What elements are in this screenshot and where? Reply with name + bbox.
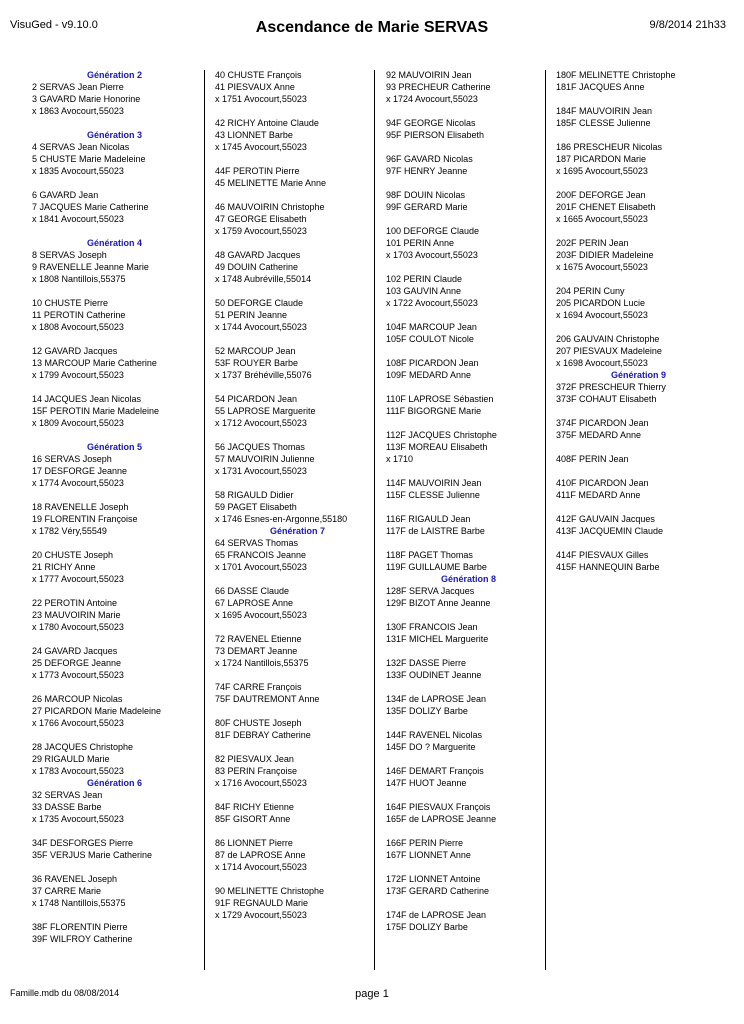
- ancestor-line: 28 JACQUES Christophe: [32, 742, 134, 752]
- spacer: [32, 861, 197, 873]
- ancestor-line: 172F LIONNET Antoine: [386, 874, 481, 884]
- spacer: [32, 429, 197, 441]
- ancestor-line: 64 SERVAS Thomas: [215, 538, 299, 548]
- spacer: [386, 825, 551, 837]
- spacer: [386, 417, 551, 429]
- spacer: [215, 741, 380, 753]
- ancestor-line: 147F HUOT Jeanne: [386, 778, 467, 788]
- spacer: [32, 225, 197, 237]
- ancestor-line: 109F MEDARD Anne: [386, 370, 472, 380]
- ancestor-line: x 1729 Avocourt,55023: [215, 910, 307, 920]
- ancestor-line: 95F PIERSON Elisabeth: [386, 130, 485, 140]
- ancestor-line: 92 MAUVOIRIN Jean: [386, 70, 472, 80]
- ancestor-line: 8 SERVAS Joseph: [32, 250, 107, 260]
- ancestor-line: 408F PERIN Jean: [556, 454, 629, 464]
- ancestor-line: x 1799 Avocourt,55023: [32, 370, 124, 380]
- ancestor-line: 205 PICARDON Lucie: [556, 298, 646, 308]
- ancestor-line: 104F MARCOUP Jean: [386, 322, 477, 332]
- spacer: [215, 825, 380, 837]
- spacer: [386, 609, 551, 621]
- spacer: [32, 333, 197, 345]
- ancestor-line: 110F LAPROSE Sébastien: [386, 394, 494, 404]
- ancestor-line: 372F PRESCHEUR Thierry: [556, 382, 666, 392]
- ancestor-line: 112F JACQUES Christophe: [386, 430, 497, 440]
- spacer: [32, 585, 197, 597]
- ancestor-line: x 1712 Avocourt,55023: [215, 418, 307, 428]
- ancestor-line: 113F MOREAU Elisabeth: [386, 442, 488, 452]
- spacer: [556, 273, 721, 285]
- ancestor-line: 12 GAVARD Jacques: [32, 346, 118, 356]
- spacer: [556, 225, 721, 237]
- ancestor-line: 116F RIGAULD Jean: [386, 514, 471, 524]
- spacer: [32, 633, 197, 645]
- spacer: [556, 129, 721, 141]
- ancestor-line: 25 DEFORGE Jeanne: [32, 658, 122, 668]
- ancestor-line: 414F PIESVAUX Gilles: [556, 550, 649, 560]
- ancestor-line: 204 PERIN Cuny: [556, 286, 625, 296]
- ancestor-line: 101 PERIN Anne: [386, 238, 455, 248]
- ancestor-line: 41 PIESVAUX Anne: [215, 82, 295, 92]
- generation-heading: Génération 2: [86, 70, 142, 80]
- ancestor-line: 374F PICARDON Jean: [556, 418, 649, 428]
- ancestor-line: 38F FLORENTIN Pierre: [32, 922, 128, 932]
- ancestor-line: 20 CHUSTE Joseph: [32, 550, 114, 560]
- ancestor-line: 164F PIESVAUX François: [386, 802, 491, 812]
- ancestor-line: x 1698 Avocourt,55023: [556, 358, 648, 368]
- generation-heading: Génération 6: [86, 778, 142, 788]
- spacer: [386, 753, 551, 765]
- ancestor-line: 54 PICARDON Jean: [215, 394, 298, 404]
- ancestor-line: 34F DESFORGES Pierre: [32, 838, 134, 848]
- ancestor-line: 17 DESFORGE Jeanne: [32, 466, 128, 476]
- print-datetime: 9/8/2014 21h33: [649, 19, 726, 31]
- ancestor-line: 82 PIESVAUX Jean: [215, 754, 294, 764]
- spacer: [215, 873, 380, 885]
- ancestor-line: 91F REGNAULD Marie: [215, 898, 309, 908]
- ancestor-line: 167F LIONNET Anne: [386, 850, 471, 860]
- source-file: Famille.mdb du 08/08/2014: [10, 988, 120, 998]
- ancestor-line: 108F PICARDON Jean: [386, 358, 479, 368]
- ancestor-line: x 1748 Nantillois,55375: [32, 898, 126, 908]
- ancestor-line: x 1724 Nantillois,55375: [215, 658, 309, 668]
- ancestor-line: 111F BIGORGNE Marie: [386, 406, 482, 416]
- spacer: [215, 105, 380, 117]
- ancestor-line: x 1809 Avocourt,55023: [32, 418, 124, 428]
- spacer: [215, 705, 380, 717]
- ancestor-line: 181F JACQUES Anne: [556, 82, 645, 92]
- ancestor-line: x 1759 Avocourt,55023: [215, 226, 307, 236]
- page-number: page 1: [355, 988, 389, 1000]
- spacer: [556, 405, 721, 417]
- page-title: Ascendance de Marie SERVAS: [255, 19, 489, 36]
- ancestor-line: 166F PERIN Pierre: [386, 838, 464, 848]
- spacer: [386, 345, 551, 357]
- ancestor-line: 27 PICARDON Marie Madeleine: [32, 706, 162, 716]
- ancestor-line: 43 LIONNET Barbe: [215, 130, 293, 140]
- ancestor-line: 9 RAVENELLE Jeanne Marie: [32, 262, 149, 272]
- ancestor-line: 37 CARRE Marie: [32, 886, 102, 896]
- ancestor-line: 103 GAUVIN Anne: [386, 286, 462, 296]
- ancestor-line: 14 JACQUES Jean Nicolas: [32, 394, 142, 404]
- spacer: [556, 465, 721, 477]
- ancestor-line: 58 RIGAULD Didier: [215, 490, 294, 500]
- ancestor-line: 185F CLESSE Julienne: [556, 118, 651, 128]
- spacer: [32, 285, 197, 297]
- ancestor-line: 10 CHUSTE Pierre: [32, 298, 109, 308]
- ancestor-line: x 1665 Avocourt,55023: [556, 214, 648, 224]
- spacer: [386, 177, 551, 189]
- spacer: [215, 429, 380, 441]
- ancestor-line: 36 RAVENEL Joseph: [32, 874, 118, 884]
- ancestor-line: 114F MAUVOIRIN Jean: [386, 478, 482, 488]
- ancestor-line: 73 DEMART Jeanne: [215, 646, 298, 656]
- generation-heading: Génération 8: [440, 574, 496, 584]
- ancestor-line: 130F FRANCOIS Jean: [386, 622, 478, 632]
- ancestor-line: x 1782 Véry,55549: [32, 526, 107, 536]
- ancestor-line: 5 CHUSTE Marie Madeleine: [32, 154, 146, 164]
- ancestor-line: 102 PERIN Claude: [386, 274, 463, 284]
- ancestor-line: 7 JACQUES Marie Catherine: [32, 202, 149, 212]
- spacer: [556, 321, 721, 333]
- ancestor-line: 55 LAPROSE Marguerite: [215, 406, 316, 416]
- ancestor-line: 47 GEORGE Elisabeth: [215, 214, 307, 224]
- column-1: [32, 69, 197, 945]
- ancestor-line: 18 RAVENELLE Joseph: [32, 502, 129, 512]
- ancestor-line: x 1731 Avocourt,55023: [215, 466, 307, 476]
- ancestor-line: 375F MEDARD Anne: [556, 430, 642, 440]
- ancestor-line: 50 DEFORGE Claude: [215, 298, 304, 308]
- ancestor-line: 26 MARCOUP Nicolas: [32, 694, 123, 704]
- ancestor-line: 15F PEROTIN Marie Madeleine: [32, 406, 160, 416]
- ancestor-line: 75F DAUTREMONT Anne: [215, 694, 320, 704]
- generation-heading: Génération 3: [86, 130, 142, 140]
- ancestor-line: 201F CHENET Elisabeth: [556, 202, 656, 212]
- ancestor-line: 66 DASSE Claude: [215, 586, 290, 596]
- ancestor-line: 173F GERARD Catherine: [386, 886, 490, 896]
- ancestor-line: 100 DEFORGE Claude: [386, 226, 480, 236]
- ancestor-line: x 1835 Avocourt,55023: [32, 166, 124, 176]
- ancestor-line: x 1808 Avocourt,55023: [32, 322, 124, 332]
- ancestor-line: 59 PAGET Elisabeth: [215, 502, 297, 512]
- spacer: [556, 93, 721, 105]
- spacer: [386, 717, 551, 729]
- ancestor-line: 184F MAUVOIRIN Jean: [556, 106, 653, 116]
- ancestor-line: 99F GERARD Marie: [386, 202, 468, 212]
- ancestor-line: 87 de LAPROSE Anne: [215, 850, 306, 860]
- ancestor-line: 373F COHAUT Elisabeth: [556, 394, 657, 404]
- ancestor-line: 85F GISORT Anne: [215, 814, 291, 824]
- ancestor-line: 202F PERIN Jean: [556, 238, 629, 248]
- ancestor-line: x 1766 Avocourt,55023: [32, 718, 124, 728]
- spacer: [386, 861, 551, 873]
- spacer: [386, 309, 551, 321]
- ancestor-line: x 1703 Avocourt,55023: [386, 250, 478, 260]
- spacer: [556, 537, 721, 549]
- ancestor-line: x 1675 Avocourt,55023: [556, 262, 648, 272]
- spacer: [386, 213, 551, 225]
- spacer: [556, 501, 721, 513]
- ancestor-line: 200F DEFORGE Jean: [556, 190, 646, 200]
- ancestor-line: x 1722 Avocourt,55023: [386, 298, 478, 308]
- ancestor-line: 11 PEROTIN Catherine: [32, 310, 126, 320]
- ancestor-line: 115F CLESSE Julienne: [386, 490, 480, 500]
- ancestor-line: 133F OUDINET Jeanne: [386, 670, 482, 680]
- column-4: [556, 69, 721, 573]
- ancestor-line: 4 SERVAS Jean Nicolas: [32, 142, 130, 152]
- spacer: [386, 261, 551, 273]
- ancestor-line: 132F DASSE Pierre: [386, 658, 467, 668]
- ancestor-line: 21 RICHY Anne: [32, 562, 96, 572]
- ancestor-line: x 1716 Avocourt,55023: [215, 778, 307, 788]
- spacer: [215, 381, 380, 393]
- ancestor-line: 16 SERVAS Joseph: [32, 454, 112, 464]
- column-divider: [545, 70, 546, 970]
- spacer: [386, 681, 551, 693]
- ancestor-line: 96F GAVARD Nicolas: [386, 154, 473, 164]
- ancestor-line: 117F de LAISTRE Barbe: [386, 526, 485, 536]
- ancestor-line: 56 JACQUES Thomas: [215, 442, 305, 452]
- ancestor-line: 13 MARCOUP Marie Catherine: [32, 358, 157, 368]
- ancestor-line: 33 DASSE Barbe: [32, 802, 102, 812]
- ancestor-line: x 1695 Avocourt,55023: [556, 166, 648, 176]
- ancestor-line: 40 CHUSTE François: [215, 70, 302, 80]
- ancestor-line: x 1841 Avocourt,55023: [32, 214, 124, 224]
- spacer: [32, 537, 197, 549]
- spacer: [215, 153, 380, 165]
- spacer: [215, 789, 380, 801]
- spacer: [215, 237, 380, 249]
- ancestor-line: 3 GAVARD Marie Honorine: [32, 94, 141, 104]
- ancestor-line: 129F BIZOT Anne Jeanne: [386, 598, 491, 608]
- ancestor-line: x 1744 Avocourt,55023: [215, 322, 307, 332]
- column-divider: [374, 70, 375, 970]
- spacer: [215, 477, 380, 489]
- ancestor-line: 146F DEMART François: [386, 766, 484, 776]
- spacer: [215, 333, 380, 345]
- spacer: [556, 177, 721, 189]
- ancestor-line: 44F PEROTIN Pierre: [215, 166, 300, 176]
- ancestor-line: 105F COULOT Nicole: [386, 334, 474, 344]
- ancestor-line: 145F DO ? Marguerite: [386, 742, 476, 752]
- ancestor-line: 98F DOUIN Nicolas: [386, 190, 466, 200]
- spacer: [32, 681, 197, 693]
- ancestor-line: 411F MEDARD Anne: [556, 490, 641, 500]
- ancestor-line: 180F MELINETTE Christophe: [556, 70, 676, 80]
- ancestor-line: 39F WILFROY Catherine: [32, 934, 133, 944]
- spacer: [386, 105, 551, 117]
- ancestor-line: 2 SERVAS Jean Pierre: [32, 82, 124, 92]
- generation-heading: Génération 4: [86, 238, 142, 248]
- ancestor-line: 23 MAUVOIRIN Marie: [32, 610, 121, 620]
- ancestor-line: x 1694 Avocourt,55023: [556, 310, 648, 320]
- ancestor-line: x 1745 Avocourt,55023: [215, 142, 307, 152]
- ancestor-line: 97F HENRY Jeanne: [386, 166, 468, 176]
- spacer: [32, 825, 197, 837]
- ancestor-line: x 1777 Avocourt,55023: [32, 574, 124, 584]
- spacer: [215, 189, 380, 201]
- spacer: [386, 141, 551, 153]
- ancestor-line: x 1774 Avocourt,55023: [32, 478, 124, 488]
- ancestor-line: 29 RIGAULD Marie: [32, 754, 110, 764]
- ancestor-line: x 1773 Avocourt,55023: [32, 670, 124, 680]
- ancestor-line: x 1724 Avocourt,55023: [386, 94, 478, 104]
- ancestor-line: 74F CARRE François: [215, 682, 302, 692]
- ancestor-line: 186 PRESCHEUR Nicolas: [556, 142, 663, 152]
- ancestor-line: 86 LIONNET Pierre: [215, 838, 293, 848]
- ancestor-line: 206 GAUVAIN Christophe: [556, 334, 660, 344]
- column-3: [386, 69, 551, 933]
- ancestor-line: x 1746 Esnes-en-Argonne,55180: [215, 514, 348, 524]
- spacer: [215, 573, 380, 585]
- ancestor-line: x 1735 Avocourt,55023: [32, 814, 124, 824]
- ancestor-line: x 1751 Avocourt,55023: [215, 94, 307, 104]
- ancestor-line: 51 PERIN Jeanne: [215, 310, 288, 320]
- ancestor-line: x 1714 Avocourt,55023: [215, 862, 307, 872]
- ancestor-line: 46 MAUVOIRIN Christophe: [215, 202, 325, 212]
- ancestor-line: 6 GAVARD Jean: [32, 190, 99, 200]
- ancestor-line: x 1737 Bréhéville,55076: [215, 370, 312, 380]
- ancestor-line: 24 GAVARD Jacques: [32, 646, 118, 656]
- ancestor-line: x 1710: [386, 454, 414, 464]
- ancestor-line: 118F PAGET Thomas: [386, 550, 473, 560]
- ancestor-line: 35F VERJUS Marie Catherine: [32, 850, 153, 860]
- ancestor-line: 144F RAVENEL Nicolas: [386, 730, 483, 740]
- ancestor-line: 165F de LAPROSE Jeanne: [386, 814, 497, 824]
- spacer: [215, 669, 380, 681]
- ancestor-line: x 1780 Avocourt,55023: [32, 622, 124, 632]
- ancestor-line: x 1808 Nantillois,55375: [32, 274, 126, 284]
- ancestor-line: 19 FLORENTIN Françoise: [32, 514, 138, 524]
- ancestor-line: 174F de LAPROSE Jean: [386, 910, 487, 920]
- spacer: [32, 909, 197, 921]
- ancestor-line: 187 PICARDON Marie: [556, 154, 647, 164]
- ancestor-line: x 1783 Avocourt,55023: [32, 766, 124, 776]
- ancestor-line: 175F DOLIZY Barbe: [386, 922, 468, 932]
- ancestor-line: 84F RICHY Etienne: [215, 802, 294, 812]
- ancestor-line: 207 PIESVAUX Madeleine: [556, 346, 662, 356]
- spacer: [386, 465, 551, 477]
- spacer: [386, 381, 551, 393]
- column-2: [215, 69, 380, 921]
- ancestor-line: 65 FRANCOIS Jeanne: [215, 550, 307, 560]
- spacer: [386, 537, 551, 549]
- spacer: [32, 177, 197, 189]
- ancestor-line: 52 MARCOUP Jean: [215, 346, 296, 356]
- ancestor-line: 57 MAUVOIRIN Julienne: [215, 454, 315, 464]
- ancestor-line: 48 GAVARD Jacques: [215, 250, 301, 260]
- ancestor-line: 49 DOUIN Catherine: [215, 262, 299, 272]
- ancestor-line: 134F de LAPROSE Jean: [386, 694, 487, 704]
- ancestor-line: 128F SERVA Jacques: [386, 586, 475, 596]
- ancestor-line: 32 SERVAS Jean: [32, 790, 103, 800]
- spacer: [556, 441, 721, 453]
- ancestor-line: 67 LAPROSE Anne: [215, 598, 294, 608]
- ancestor-line: 22 PEROTIN Antoine: [32, 598, 118, 608]
- spacer: [32, 489, 197, 501]
- spacer: [215, 285, 380, 297]
- ancestor-line: 53F ROUYER Barbe: [215, 358, 299, 368]
- ancestor-line: x 1748 Aubréville,55014: [215, 274, 312, 284]
- ancestor-line: 81F DEBRAY Catherine: [215, 730, 311, 740]
- generation-heading: Génération 7: [269, 526, 325, 536]
- ancestor-line: 203F DIDIER Madeleine: [556, 250, 654, 260]
- ancestor-line: x 1695 Avocourt,55023: [215, 610, 307, 620]
- generation-heading: Génération 5: [86, 442, 142, 452]
- ancestor-line: 72 RAVENEL Etienne: [215, 634, 302, 644]
- spacer: [386, 897, 551, 909]
- ancestor-line: 131F MICHEL Marguerite: [386, 634, 489, 644]
- ancestor-line: 90 MELINETTE Christophe: [215, 886, 325, 896]
- column-divider: [204, 70, 205, 970]
- ancestor-line: 413F JACQUEMIN Claude: [556, 526, 664, 536]
- ancestor-line: 80F CHUSTE Joseph: [215, 718, 302, 728]
- software-version: VisuGed - v9.10.0: [10, 19, 98, 31]
- spacer: [386, 501, 551, 513]
- ancestor-line: 83 PERIN Françoise: [215, 766, 298, 776]
- spacer: [386, 789, 551, 801]
- ancestor-line: 119F GUILLAUME Barbe: [386, 562, 487, 572]
- ancestor-line: 135F DOLIZY Barbe: [386, 706, 468, 716]
- ancestor-line: 94F GEORGE Nicolas: [386, 118, 476, 128]
- spacer: [32, 117, 197, 129]
- spacer: [386, 645, 551, 657]
- ancestor-line: 45 MELINETTE Marie Anne: [215, 178, 327, 188]
- spacer: [32, 729, 197, 741]
- spacer: [215, 621, 380, 633]
- ancestor-line: x 1863 Avocourt,55023: [32, 106, 124, 116]
- ancestor-line: x 1701 Avocourt,55023: [215, 562, 307, 572]
- ancestor-line: 410F PICARDON Jean: [556, 478, 649, 488]
- ancestor-line: 93 PRECHEUR Catherine: [386, 82, 491, 92]
- ancestor-line: 415F HANNEQUIN Barbe: [556, 562, 660, 572]
- generation-heading: Génération 9: [610, 370, 666, 380]
- spacer: [32, 381, 197, 393]
- ancestor-line: 412F GAUVAIN Jacques: [556, 514, 655, 524]
- ancestor-line: 42 RICHY Antoine Claude: [215, 118, 319, 128]
